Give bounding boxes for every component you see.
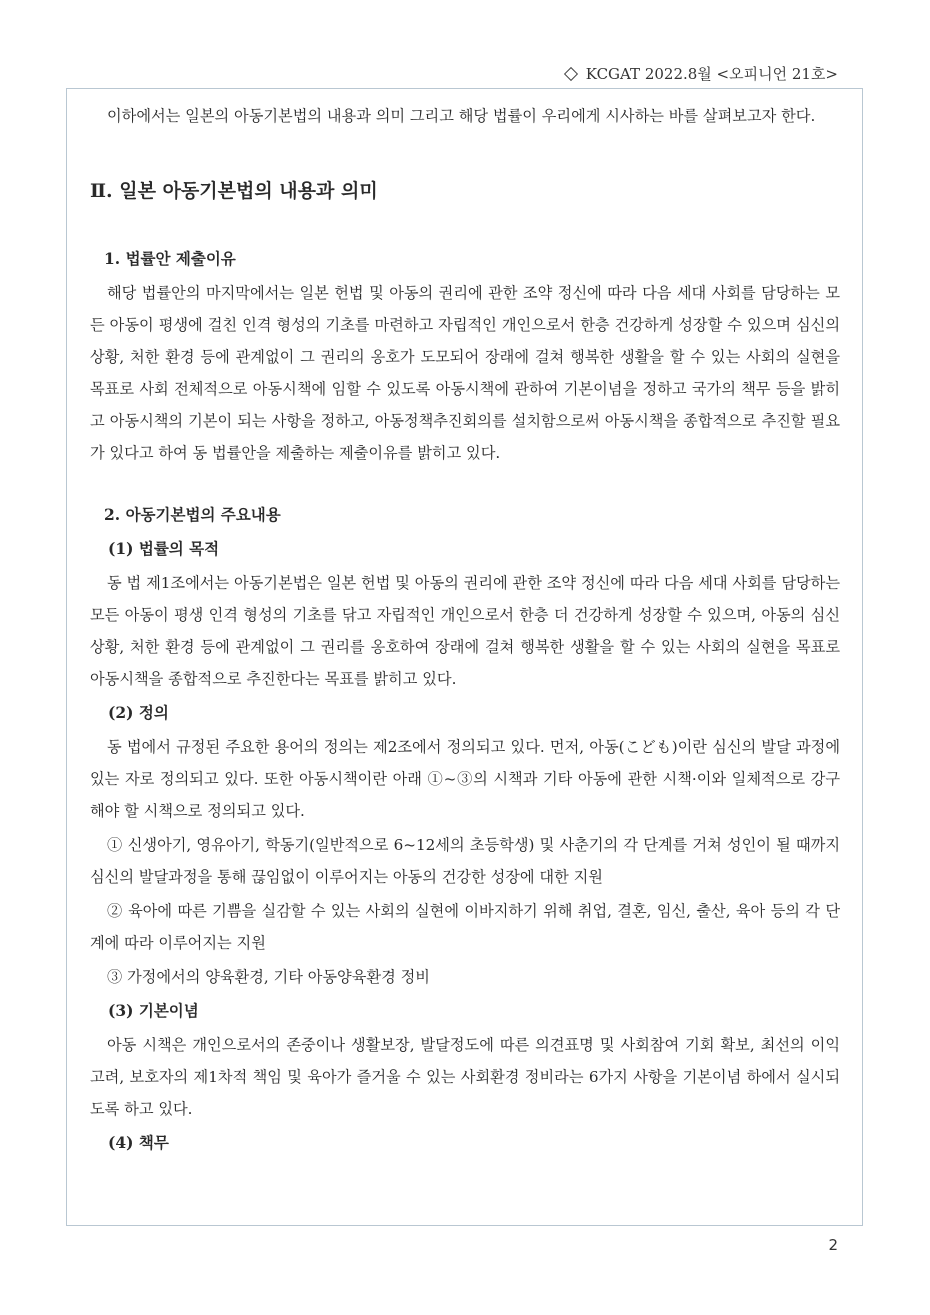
subsection-1-body: 해당 법률안의 마지막에서는 일본 헌법 및 아동의 권리에 관한 조약 정신에 따라 다음 세대 사회를 담당하는 모든 아동이 평생에 걸친 인격 형성의 기초를 마련하고 자립적인 개인으로서 한층 건강하게 성장할 수 있으며 심신의 상황, 처한 환경 등에 관계없이 그 권리의 옹호가 도모되어 장래에 걸쳐 행복한 생활을 할 수 있는 사회의 실현을 목표로 사회 전체적으로 아동시책에 임할 수 있도록 아동시책에 관하여 기본이념을 정하고 국가의 책무 등을 밝히고 아동시책의 기본이 되는 사항을 정하고, 아동정책추진회의를 설치함으로써 아동시책을 종합적으로 추진할 필요가 있다고 하여 동 법률안을 제출하는 제출이유를 밝히고 있다. <box>90 284 840 462</box>
page-header <box>566 63 838 84</box>
heading-responsibilities: (4) 책무 <box>108 1133 169 1152</box>
definition-item-2: ② 육아에 따른 기쁨을 실감할 수 있는 사회의 실현에 이바지하기 위해 취업, 결혼, 임신, 출산, 육아 등의 각 단계에 따라 이루어지는 지원 <box>90 902 840 952</box>
document-body <box>90 100 840 1159</box>
header-text: KCGAT 2022.8월 <오피니언 21호> <box>585 65 838 83</box>
subsection-heading-1: 1. 법률안 제출이유 <box>104 249 236 268</box>
definition-item-1: ① 신생아기, 영유아기, 학동기(일반적으로 6~12세의 초등학생) 및 사춘기의 각 단계를 거쳐 성인이 될 때까지 심신의 발달과정을 통해 끊임없이 이루어지는 아동의 건강한 성장에 대한 지원 <box>90 836 840 886</box>
section-heading: Ⅱ. 일본 아동기본법의 내용과 의미 <box>90 180 378 202</box>
intro-paragraph: 이하에서는 일본의 아동기본법의 내용과 의미 그리고 해당 법률이 우리에게 시사하는 바를 살펴보고자 한다. <box>107 107 816 125</box>
definition-body: 동 법에서 규정된 주요한 용어의 정의는 제2조에서 정의되고 있다. 먼저, 아동(こども)이란 심신의 발달 과정에 있는 자로 정의되고 있다. 또한 아동시책이란 아래 ①~③의 시책과 기타 아동에 관한 시책·이와 일체적으로 강구해야 할 시책으로 정의되고 있다. <box>90 738 840 820</box>
definition-item-3: ③ 가정에서의 양육환경, 기타 아동양육환경 정비 <box>107 968 430 986</box>
subsection-heading-2: 2. 아동기본법의 주요내용 <box>104 505 281 524</box>
heading-purpose: (1) 법률의 목적 <box>108 539 220 558</box>
purpose-body: 동 법 제1조에서는 아동기본법은 일본 헌법 및 아동의 권리에 관한 조약 정신에 따라 다음 세대 사회를 담당하는 모든 아동이 평생 인격 형성의 기초를 닦고 자립적인 개인으로서 한층 더 건강하게 성장할 수 있으며, 아동의 심신 상황, 처한 환경 등에 관계없이 그 권리를 옹호하여 장래에 걸쳐 행복한 생활을 할 수 있는 사회의 실현을 목표로 아동시책을 종합적으로 추진한다는 목표를 밝히고 있다. <box>90 574 840 688</box>
basic-principles-body: 아동 시책은 개인으로서의 존중이나 생활보장, 발달정도에 따른 의견표명 및 사회참여 기회 확보, 최선의 이익 고려, 보호자의 제1차적 책임 및 육아가 즐거울 수 있는 사회환경 정비라는 6가지 사항을 기본이념 하에서 실시되도록 하고 있다. <box>90 1036 840 1118</box>
diamond-icon <box>564 66 578 80</box>
heading-definition: (2) 정의 <box>108 703 169 722</box>
page-number: 2 <box>828 1236 838 1254</box>
heading-basic-principles: (3) 기본이념 <box>108 1001 199 1020</box>
